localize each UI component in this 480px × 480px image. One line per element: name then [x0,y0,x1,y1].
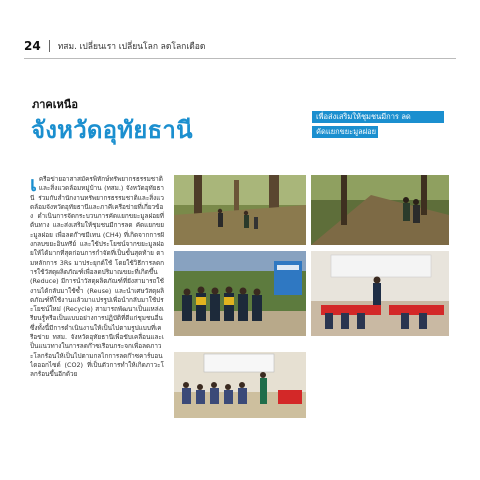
photo-indoor-training [174,352,306,418]
photo-forest-walk [174,175,306,245]
drop-cap: เ [30,175,37,196]
province-title: จังหวัดอุทัยธานี [31,116,193,144]
page-number: 24 [24,39,41,53]
article-body-text: ครือข่ายอาสาสมัครพิทักษ์ทรัพยากรธรรมชาติและสิ่งแวดล้อมหมู่บ้าน (ทสม.) จังหวัดอุทัยธานี ร่วมกับสำนักงานทรัพยากรธรรมชาติและสิ่งแวดล้อมจังหวัดอุทัยธานีและภาคีเครือข่ายที่เกี่ยวข้อง ดำเนินการจัดกระบวนการคัดแยกขยะมูลฝอยที่ต้นทาง และส่งเสริมให้ชุมชนมีการลด คัดแยกขยะมูลฝอย เพื่อลดก๊าซมีเทน (CH4) ที่เกิดจากการฝังกลบขยะอินทรีย์ และใช้ประโยชน์จากขยะมูลฝอยให้ได้มากที่สุดก่อนการกำจัดที่เป็นขั้นสุดท้าย ตามหลักการ 3Rs มาประยุกต์ใช้ โดยใช้วิธีการลดการใช้วัสดุผลิตภัณฑ์เพื่อลดปริมาณขยะที่เกิดขึ้น (Reduce) มีการนำวัสดุผลิตภัณฑ์ที่ยังสามารถใช้งานได้กลับมาใช้ซ้ำ (Reuse) และนำเศษวัสดุผลิตภัณฑ์ที่ใช้งานแล้วมาแปรรูปเพื่อนำกลับมาใช้ประโยชน์ใหม่ (Recycle) สามารถพัฒนาเป็นแหล่งเรียนรู้หรือเป็นแบบอย่างการปฏิบัติที่ดีแก่ชุมชนอื่น ซึ่งทั้งนี้มีการดำเนินงานให้เป็นไปตามรูปแบบที่เครือข่าย ทสม. จังหวัดอุทัยธานีเพื่อขับเคลื่อนและเป็นแนวทางในการลดก๊าซเรือนกระจกเพื่อลดภาวะโลกร้อนให้เป็นไปตามกลไกการลดก๊าซคาร์บอนไดออกไซด์ (CO2) ที่เป็นตัวการทำให้เกิดภาวะโลกร้อนขึ้นอีกด้วย [30,175,164,379]
photo-forest-slope [311,175,449,245]
tagline-box-2: คัดแยกขยะมูลฝอย [312,126,378,138]
region-heading: ภาคเหนือ [32,98,78,111]
photo-community-meeting [311,251,449,336]
article-body [30,175,164,420]
header-separator [49,40,50,52]
page-header [24,36,456,56]
header-rule [24,58,456,59]
photo-volunteer-group [174,251,306,336]
tagline-box-1: เพื่อส่งเสริมให้ชุมชนมีการ ลด [312,111,444,123]
running-title: ทสม. เปลี่ยนเรา เปลี่ยนโลก ลดโลกเดือด [57,42,206,52]
